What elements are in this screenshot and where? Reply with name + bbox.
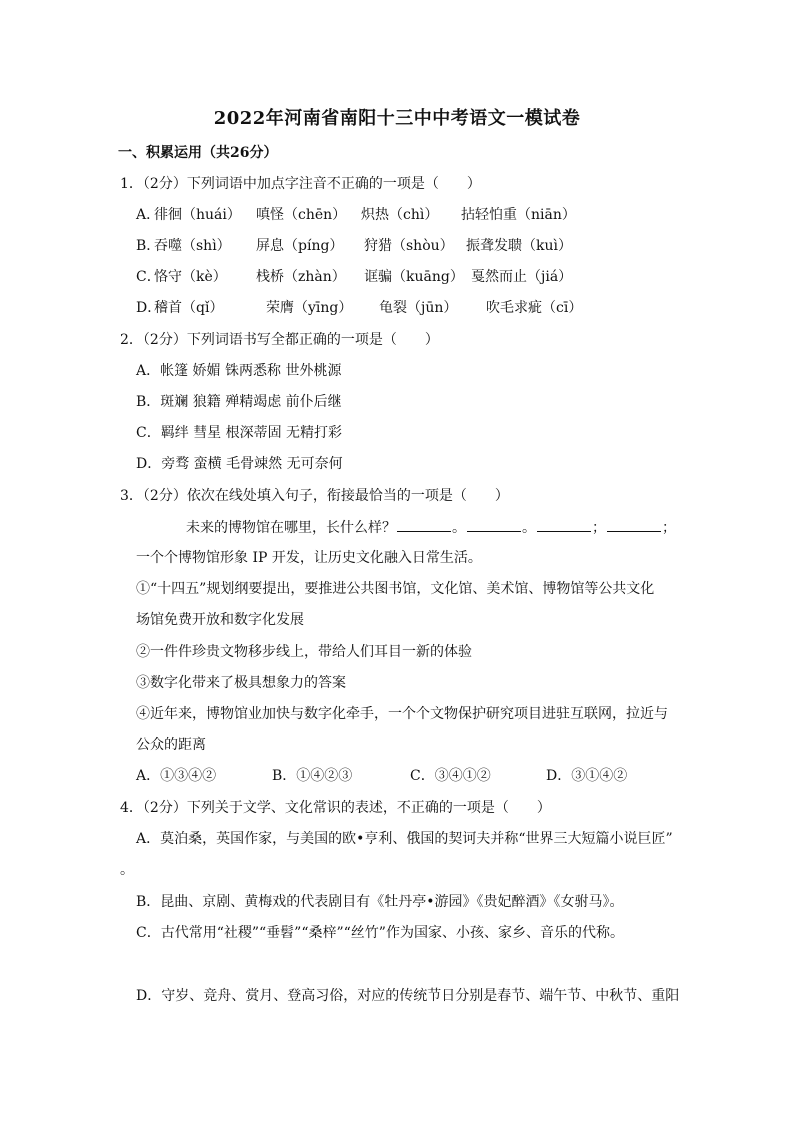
option-label: C． (136, 269, 161, 285)
q3-sentence-1-line2: 场馆免费开放和数字化发展 (136, 612, 304, 628)
question-4-stem: 4．（2分）下列关于文学、文化常识的表述，不正确的一项是（ ） (120, 800, 551, 816)
q3-sentence-2: ②一件件珍贵文物移步线上，带给人们耳目一新的体验 (136, 644, 472, 660)
option-item: 振聋发聩（kuì） (466, 238, 572, 254)
q4-option-b: B．昆曲、京剧、黄梅戏的代表剧目有《牡丹亭•游园》《贵妃醉酒》《女驸马》。 (136, 894, 624, 910)
option-item: 拈轻怕重（niān） (461, 207, 576, 223)
fill-blank-2 (467, 517, 521, 532)
choice-a: A．①③④② (136, 768, 217, 784)
option-item: 戛然而止（jiá） (471, 269, 573, 285)
option-item: 炽热（chì） (361, 207, 439, 223)
q4-option-a-line1: A．莫泊桑，英国作家，与美国的欧•亨利、俄国的契诃夫并称“世界三大短篇小说巨匠” (136, 831, 673, 847)
option-item: 稽首（qǐ） (154, 300, 224, 316)
question-2-stem: 2．（2分）下列词语书写全都正确的一项是（ ） (120, 332, 439, 348)
question-3-stem: 3．（2分）依次在线处填入句子，衔接最恰当的一项是（ ） (120, 488, 509, 504)
option-label: D． (136, 300, 162, 316)
choice-b: B．①④②③ (272, 768, 353, 784)
q2-option-c: C．羁绊 彗星 根深蒂固 无精打彩 (136, 425, 343, 441)
option-item: 栈桥（zhàn） (256, 269, 346, 285)
choice-c: C．③④①② (410, 768, 491, 784)
q4-option-c: C．古代常用“社稷”“垂髫”“桑梓”“丝竹”作为国家、小孩、家乡、音乐的代称。 (136, 925, 624, 941)
q4-option-d: D．守岁、竞舟、赏月、登高习俗，对应的传统节日分别是春节、端午节、中秋节、重阳 (136, 988, 680, 1004)
fill-blank-1 (397, 517, 451, 532)
option-label: A． (136, 207, 161, 223)
q3-passage-line2: 一个个博物馆形象 IP 开发，让历史文化融入日常生活。 (136, 550, 482, 566)
q3-passage-line1 (186, 517, 676, 538)
q4-option-a-line2: 。 (120, 862, 134, 878)
option-item: 吹毛求疵（cī） (486, 300, 583, 316)
option-item: 嗔怪（chēn） (256, 207, 347, 223)
passage-text: 未来的博物馆在哪里，长什么样？ (186, 520, 396, 536)
section-heading: 一、积累运用（共26分） (118, 145, 278, 161)
page-title: 2022年河南省南阳十三中中考语文一模试卷 (213, 108, 581, 129)
option-item: 徘徊（huái） (154, 207, 241, 223)
option-item: 诓骗（kuāng） (364, 269, 464, 285)
option-label: B． (136, 238, 161, 254)
option-item: 龟裂（jūn） (379, 300, 458, 316)
q3-sentence-4-line2: 公众的距离 (136, 737, 206, 753)
punctuation: 。 (522, 520, 536, 536)
option-item: 屏息（píng） (256, 238, 344, 254)
fill-blank-3 (537, 517, 591, 532)
q2-option-d: D．旁骛 蛮横 毛骨竦然 无可奈何 (136, 456, 343, 472)
q3-sentence-1-line1: ①“十四五”规划纲要提出，要推进公共图书馆，文化馆、美术馆、博物馆等公共文化 (136, 581, 655, 597)
q2-option-b: B．斑斓 狼籍 殚精竭虑 前仆后继 (136, 394, 342, 410)
punctuation: 。 (452, 520, 466, 536)
option-item: 狩猎（shòu） (364, 238, 454, 254)
punctuation: ； (662, 520, 676, 536)
choice-d: D．③①④② (546, 768, 628, 784)
q3-sentence-3: ③数字化带来了极具想象力的答案 (136, 675, 346, 691)
fill-blank-4 (607, 517, 661, 532)
option-item: 荣膺（yīng） (266, 300, 353, 316)
question-1-stem: 1．（2分）下列词语中加点字注音不正确的一项是（ ） (120, 176, 481, 192)
q3-sentence-4-line1: ④近年来，博物馆业加快与数字化牵手，一个个文物保护研究项目进驻互联网，拉近与 (136, 706, 668, 722)
option-item: 恪守（kè） (154, 269, 227, 285)
q2-option-a: A．帐篷 娇媚 铢两悉称 世外桃源 (136, 363, 342, 379)
option-item: 吞噬（shì） (154, 238, 231, 254)
punctuation: ； (592, 520, 606, 536)
